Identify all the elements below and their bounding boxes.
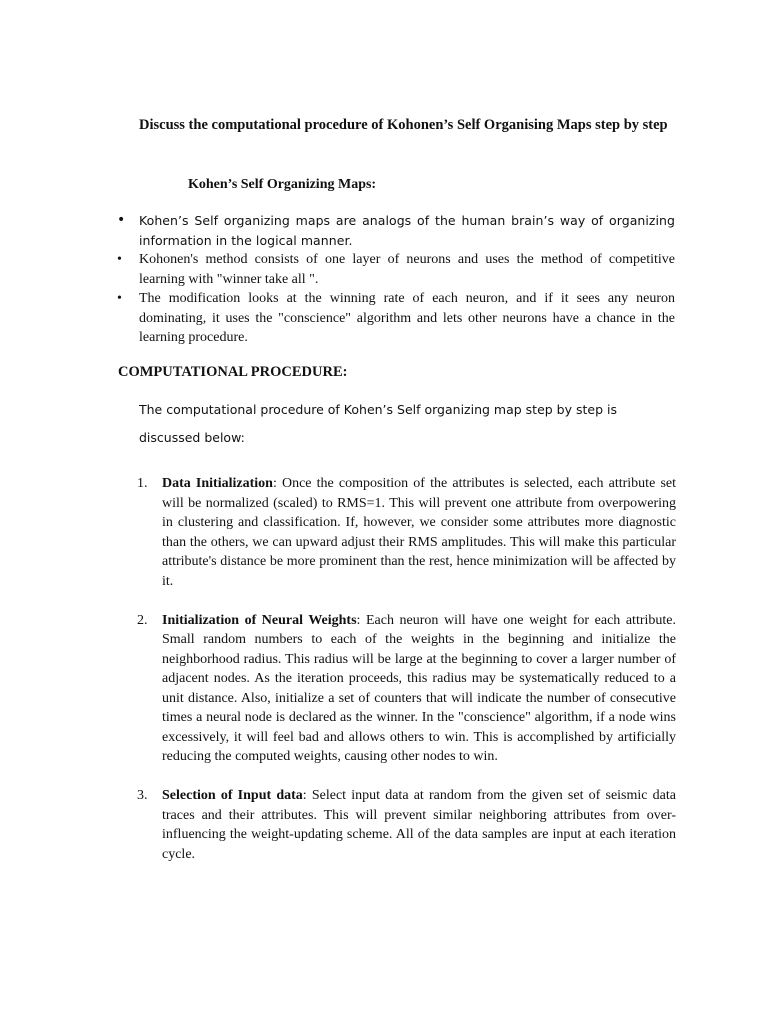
step-body: : Once the composition of the attributes is selected, each attribute set will be normalized (scaled) to RMS=1. This will prevent one attribute from overpowering in clustering and classification. If, however, we consider some attributes more diagnostic than the others, we can upward adjust their RMS amplitudes. This will make this particular attribute's distance be more prominent than the rest, hence minimization will be affected by it. <box>162 476 676 589</box>
steps-list <box>137 474 677 884</box>
question-title: Discuss the computational procedure of Kohonen’s Self Organising Maps step by step <box>139 117 668 133</box>
step-number: 3. <box>137 788 148 803</box>
bullet-text: Kohonen's method consists of one layer of neurons and uses the method of competitive learning with "winner take all ". <box>139 252 675 287</box>
section-heading: COMPUTATIONAL PROCEDURE: <box>118 364 348 380</box>
step-title: Initialization of Neural Weights <box>162 612 357 628</box>
bullet-text: Kohen’s Self organizing maps are analogs of the human brain’s way of organizing information in the logical manner. <box>139 213 675 248</box>
bullet-marker: • <box>117 291 122 306</box>
bullet-text: The modification looks at the winning rate of each neuron, and if it sees any neuron dominating, it uses the "conscience" algorithm and lets other neurons have a chance in the learning procedure. <box>139 291 675 345</box>
bullet-marker: • <box>117 212 126 228</box>
bullet-item <box>117 211 675 250</box>
step-title: Selection of Input data <box>162 788 303 803</box>
step-body: : Select input data at random from the given set of seismic data traces and their attributes. This will prevent similar neighboring attributes from over-influencing the weight-updating scheme. All of the data samples are input at each iteration cycle. <box>162 788 677 862</box>
step-item <box>137 786 677 864</box>
intro-paragraph: The computational procedure of Kohen’s Self organizing map step by step is discussed below: <box>139 402 617 445</box>
subheading: Kohen’s Self Organizing Maps: <box>188 177 377 192</box>
step-title: Data Initialization <box>162 476 273 491</box>
step-number: 1. <box>137 476 148 491</box>
step-body: : Each neuron will have one weight for each attribute. Small random numbers to each of the weights in the beginning and initialize the neighborhood radius. This radius will be large at the beginning to cover a larger number of adjacent nodes. As the iteration proceeds, this radius may be systematically reduced to a unit distance. Also, initialize a set of counters that will indicate the number of consecutive times a neural node is declared as the winner. In the "conscience" algorithm, if a node wins excessively, it will feel bad and allows others to win. This is accomplished by artificially reducing the computed weights, causing other nodes to win. <box>162 612 676 764</box>
bullet-marker: • <box>117 252 122 267</box>
bullet-item <box>117 289 675 348</box>
step-number: 2. <box>137 612 148 628</box>
bullet-item <box>117 250 675 289</box>
bullet-list <box>117 211 675 348</box>
step-item <box>137 611 676 767</box>
step-item <box>137 474 676 591</box>
